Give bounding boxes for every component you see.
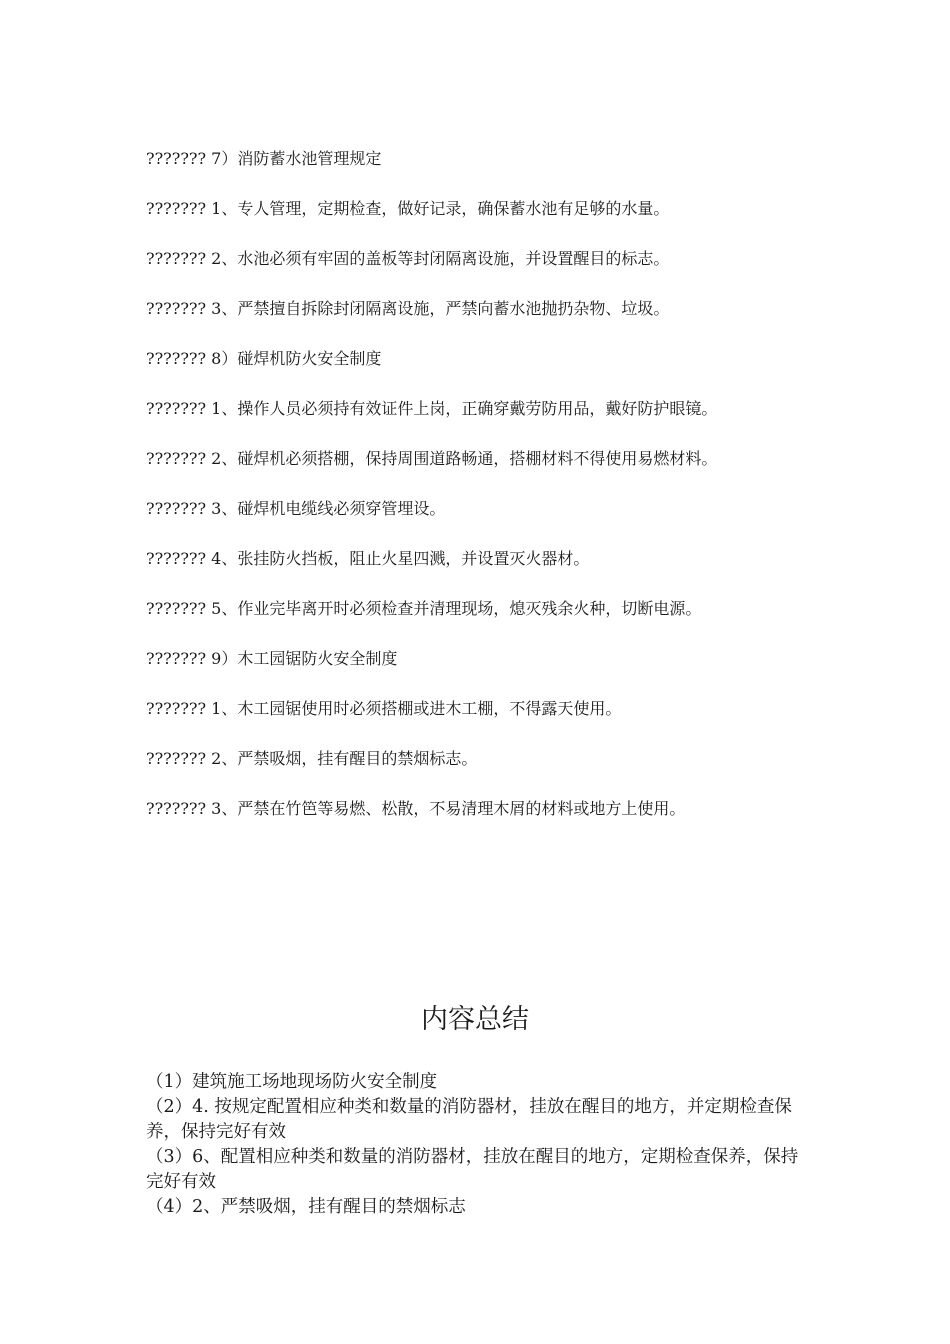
paragraph: ??????? 1、木工园锯使用时必须搭棚或进木工棚，不得露天使用。 (146, 699, 622, 718)
summary-title: 内容总结 (421, 1004, 529, 1035)
summary-item: （1）建筑施工场地现场防火安全制度 (146, 1072, 438, 1092)
paragraph: ??????? 3、严禁擅自拆除封闭隔离设施，严禁向蓄水池抛扔杂物、垃圾。 (146, 299, 670, 318)
summary-list (146, 1070, 806, 1220)
paragraph: ??????? 1、专人管理，定期检查，做好记录，确保蓄水池有足够的水量。 (146, 199, 670, 218)
heading-8: ??????? 8）碰焊机防火安全制度 (146, 349, 382, 368)
paragraph: ??????? 5、作业完毕离开时必须检查并清理现场，熄灭残余火种，切断电源。 (146, 599, 702, 618)
summary-item: （3）6、配置相应种类和数量的消防器材，挂放在醒目的地方，定期检查保养，保持完好有效 (146, 1147, 799, 1192)
paragraph: ??????? 2、严禁吸烟，挂有醒目的禁烟标志。 (146, 749, 478, 768)
paragraph: ??????? 4、张挂防火挡板，阻止火星四溅，并设置灭火器材。 (146, 549, 590, 568)
paragraph: ??????? 1、操作人员必须持有效证件上岗，正确穿戴劳防用品，戴好防护眼镜。 (146, 399, 718, 418)
summary-item: （2）4. 按规定配置相应种类和数量的消防器材，挂放在醒目的地方，并定期检查保养，保持完好有效 (146, 1097, 792, 1142)
paragraph: ??????? 2、碰焊机必须搭棚，保持周围道路畅通，搭棚材料不得使用易燃材料。 (146, 449, 718, 468)
document-body (146, 148, 806, 848)
paragraph: ??????? 3、严禁在竹笆等易燃、松散，不易清理木屑的材料或地方上使用。 (146, 799, 686, 818)
heading-7: ??????? 7）消防蓄水池管理规定 (146, 149, 382, 168)
summary-item: （4）2、严禁吸烟，挂有醒目的禁烟标志 (146, 1197, 466, 1217)
heading-9: ??????? 9）木工园锯防火安全制度 (146, 649, 398, 668)
paragraph: ??????? 3、碰焊机电缆线必须穿管埋设。 (146, 499, 446, 518)
paragraph: ??????? 2、水池必须有牢固的盖板等封闭隔离设施，并设置醒目的标志。 (146, 249, 670, 268)
